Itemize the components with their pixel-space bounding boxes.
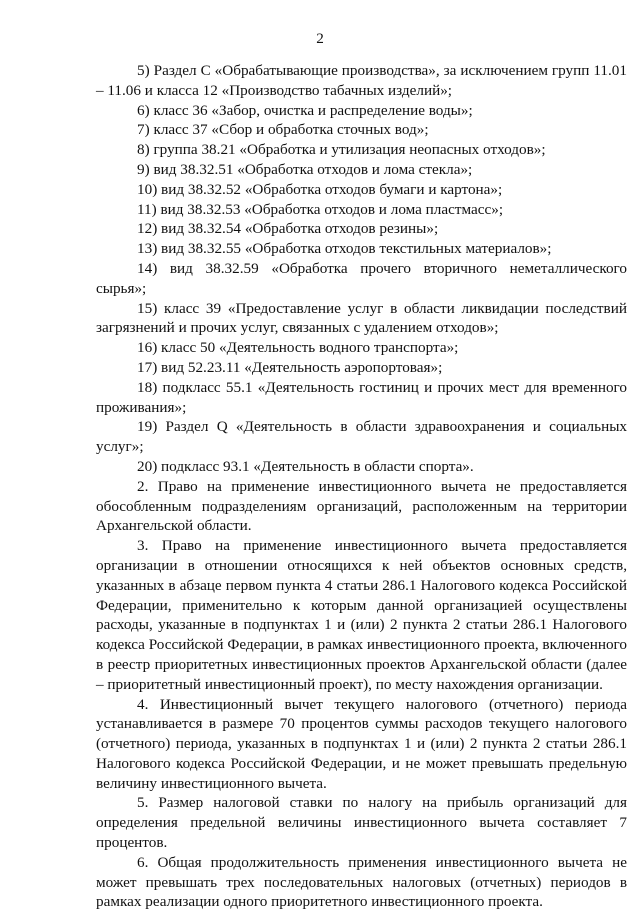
list-item: 9) вид 38.32.51 «Обработка отходов и лома стекла»; [137, 160, 473, 178]
list-item: 14) вид 38.32.59 «Обработка прочего вторичного неметаллического сырья»; [96, 259, 627, 297]
list-item: 20) подкласс 93.1 «Деятельность в области спорта». [137, 457, 474, 475]
list-item: 17) вид 52.23.11 «Деятельность аэропортовая»; [137, 358, 443, 376]
paragraph: 3. Право на применение инвестиционного вычета предоставляется организации в отношении относящихся к ней объектов основных средств, указанных в абзаце первом пункта 4 статьи 286.1 Налогового кодекса Российской Федерации, применительно к которым данной организацией осуществлены расходы, указанные в подпунктах 1 и (или) 2 пункта 2 статьи 286.1 Налогового кодекса Российской Федерации, в рамках инвестиционного проекта, включенного в реестр приоритетных инвестиционных проектов Архангельской области (далее – приоритетный инвестиционный проект), по месту нахождения организации. [96, 537, 627, 693]
paragraph: 4. Инвестиционный вычет текущего налогового (отчетного) периода устанавливается в размере 70 процентов суммы расходов текущего налогового (отчетного) периода, указанных в подпунктах 1 и (или) 2 пункта 2 статьи 286.1 Налогового кодекса Российской Федерации, и не может превышать предельную величину инвестиционного вычета. [96, 695, 627, 792]
list-item: 16) класс 50 «Деятельность водного транспорта»; [137, 339, 459, 357]
paragraph: 2. Право на применение инвестиционного вычета не предоставляется обособленным подразделениям организаций, расположенным на территории Архангельской области. [96, 477, 627, 535]
list-item: 5) Раздел С «Обрабатывающие производства», за исключением групп 11.01 – 11.06 и класса 12 «Производство табачных изделий»; [96, 62, 627, 99]
list-item: 18) подкласс 55.1 «Деятельность гостиниц и прочих мест для временного проживания»; [96, 378, 627, 416]
list-item: 6) класс 36 «Забор, очистка и распределение воды»; [137, 101, 473, 119]
list-item: 15) класс 39 «Предоставление услуг в области ликвидации последствий загрязнений и прочих услуг, связанных с удалением отходов»; [96, 299, 627, 337]
document-body [96, 61, 627, 912]
page-number: 2 [316, 30, 324, 47]
list-item: 8) группа 38.21 «Обработка и утилизация неопасных отходов»; [137, 141, 546, 159]
list-item: 13) вид 38.32.55 «Обработка отходов текстильных материалов»; [137, 240, 552, 258]
paragraph: 6. Общая продолжительность применения инвестиционного вычета не может превышать трех последовательных налоговых (отчетных) периодов в рамках реализации одного приоритетного инвестиционного проекта. [96, 853, 627, 911]
list-item: 19) Раздел Q «Деятельность в области здравоохранения и социальных услуг»; [96, 418, 627, 456]
paragraph: 5. Размер налоговой ставки по налогу на прибыль организаций для определения предельной величины инвестиционного вычета составляет 7 процентов. [96, 794, 627, 852]
list-item: 12) вид 38.32.54 «Обработка отходов резины»; [137, 220, 439, 238]
list-item: 11) вид 38.32.53 «Обработка отходов и лома пластмасс»; [137, 200, 504, 218]
list-item: 10) вид 38.32.52 «Обработка отходов бумаги и картона»; [137, 180, 503, 198]
list-item: 7) класс 37 «Сбор и обработка сточных вод»; [137, 121, 429, 139]
